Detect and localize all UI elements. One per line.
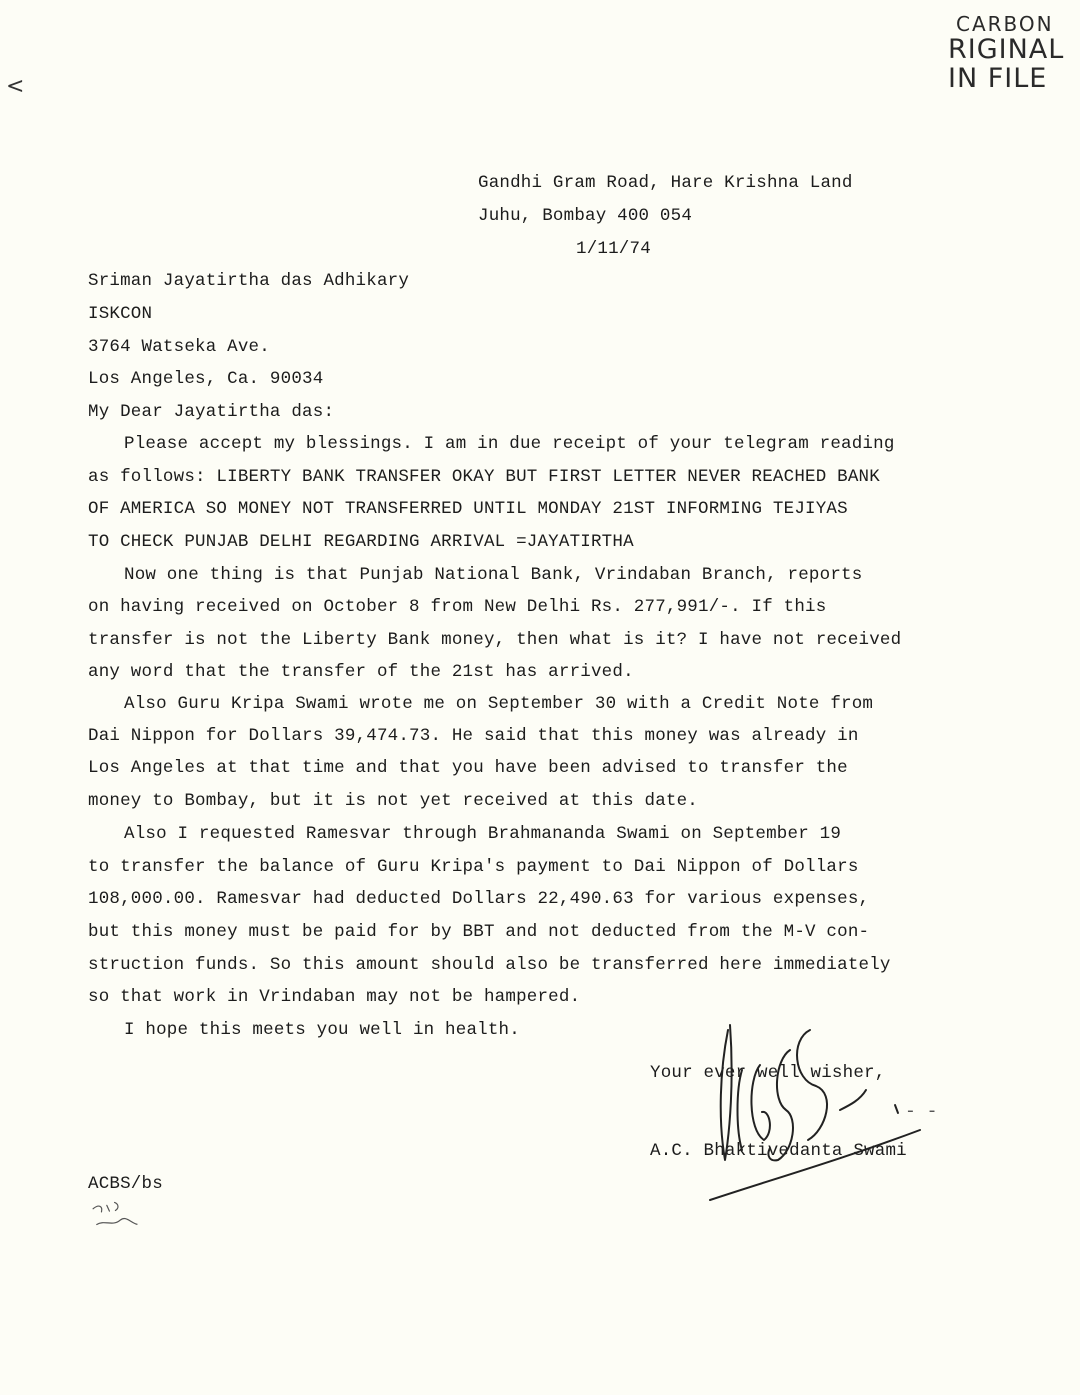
body-line: struction funds. So this amount should also be transferred here immediately — [88, 955, 891, 975]
pencil-scribble — [88, 1193, 152, 1239]
body-line: 108,000.00. Ramesvar had deducted Dollars 22,490.63 for various expenses, — [88, 889, 870, 909]
body-line: Also Guru Kripa Swami wrote me on September 30 with a Credit Note from — [124, 694, 874, 714]
body-line: Also I requested Ramesvar through Brahmananda Swami on September 19 — [124, 824, 842, 844]
body-line: any word that the transfer of the 21st has arrived. — [88, 662, 634, 682]
sender-address-line-1: Gandhi Gram Road, Hare Krishna Land — [478, 173, 853, 193]
salutation: My Dear Jayatirtha das: — [88, 402, 335, 422]
stamp-line-2: RIGINAL — [948, 34, 1065, 65]
sender-address-line-2: Juhu, Bombay 400 054 — [478, 206, 693, 226]
body-line: Dai Nippon for Dollars 39,474.73. He said that this money was already in — [88, 726, 859, 746]
body-line: to transfer the balance of Guru Kripa's payment to Dai Nippon of Dollars — [88, 857, 859, 877]
recipient-city: Los Angeles, Ca. 90034 — [88, 369, 324, 389]
body-line: OF AMERICA SO MONEY NOT TRANSFERRED UNTIL MONDAY 21ST INFORMING TEJIYAS — [88, 499, 848, 519]
reference-initials: ACBS/bs — [88, 1174, 163, 1194]
body-line: I hope this meets you well in health. — [124, 1020, 520, 1040]
carbon-original-stamp — [948, 14, 1064, 92]
pen-mark: - - — [905, 1102, 938, 1122]
body-line: money to Bombay, but it is not yet received at this date. — [88, 791, 698, 811]
body-line: transfer is not the Liberty Bank money, then what is it? I have not received — [88, 630, 902, 650]
stamp-line-1: CARBON — [956, 12, 1054, 36]
body-line: on having received on October 8 from New Delhi Rs. 277,991/-. If this — [88, 597, 827, 617]
margin-mark: < — [6, 74, 25, 99]
body-line: as follows: LIBERTY BANK TRANSFER OKAY BUT FIRST LETTER NEVER REACHED BANK — [88, 467, 880, 487]
body-line: Now one thing is that Punjab National Bank, Vrindaban Branch, reports — [124, 565, 863, 585]
recipient-org: ISKCON — [88, 304, 153, 324]
signatory-name: A.C. Bhaktivedanta Swami — [650, 1141, 907, 1161]
body-line: so that work in Vrindaban may not be hampered. — [88, 987, 581, 1007]
letter-date: 1/11/74 — [576, 239, 651, 259]
stamp-line-3: IN FILE — [948, 63, 1048, 94]
body-line: but this money must be paid for by BBT and not deducted from the M-V con- — [88, 922, 870, 942]
body-line: Please accept my blessings. I am in due receipt of your telegram reading — [124, 434, 895, 454]
recipient-street: 3764 Watseka Ave. — [88, 337, 270, 357]
recipient-name: Sriman Jayatirtha das Adhikary — [88, 271, 410, 291]
closing: Your ever well wisher, — [650, 1063, 886, 1083]
body-line: TO CHECK PUNJAB DELHI REGARDING ARRIVAL =JAYATIRTHA — [88, 532, 634, 552]
body-line: Los Angeles at that time and that you have been advised to transfer the — [88, 758, 848, 778]
